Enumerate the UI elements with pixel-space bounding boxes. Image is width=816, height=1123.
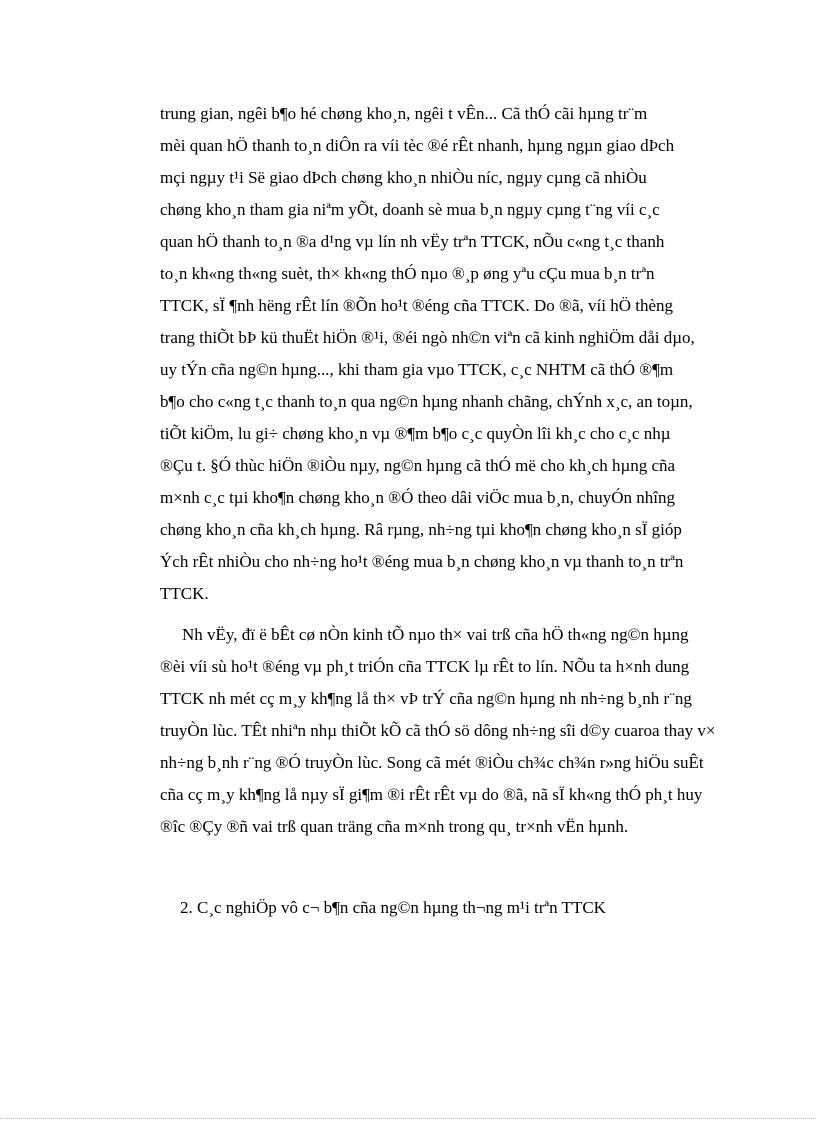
paragraph-1-line-11: tiÕt kiÖm, lu gi÷ chøng kho¸n vµ ®¶m b¶o c¸c quyÒn lîi kh¸c cho c¸c nhµ — [160, 424, 671, 443]
paragraph-2-line-7: ®îc ®Çy ®ñ vai trß quan träng cña m×nh trong qu¸ tr×nh vËn hµnh. — [160, 817, 629, 836]
paragraph-1-line-14: chøng kho¸n cña kh¸ch hµng. Râ rµng, nh÷ng tµi kho¶n chøng kho¸n sÏ gióp — [160, 520, 682, 539]
paragraph-2-line-1: Nh vËy, đï ë bÊt cø nÒn kinh tÕ nµo th× vai trß cña hÖ th«ng ng©n hµng — [182, 625, 689, 644]
paragraph-1-line-9: uy tÝn cña ng©n hµng..., khi tham gia vµo TTCK, c¸c NHTM cã thÓ ®¶m — [160, 360, 674, 379]
paragraph-1-line-15: Ých rÊt nhiÒu cho nh÷ng ho¹t ®éng mua b¸n chøng kho¸n vµ thanh to¸n trªn — [160, 552, 684, 571]
paragraph-1-line-3: mçi ngµy t¹i Së giao dÞch chøng kho¸n nhiÒu níc, ngµy cµng cã nhiÒu — [160, 168, 647, 187]
paragraph-1-line-8: trang thiÕt bÞ kü thuËt hiÖn ®¹i, ®éi ngò nh©n viªn cã kinh nghiÖm dåi dµo, — [160, 328, 695, 347]
section-heading: 2. C¸c nghiÖp vô c¬ b¶n cña ng©n hµng th¬ng m¹i trªn TTCK — [180, 898, 606, 917]
paragraph-1-line-10: b¶o cho c«ng t¸c thanh to¸n qua ng©n hµng nhanh chãng, chÝnh x¸c, an toµn, — [160, 392, 693, 411]
paragraph-1-line-6: to¸n kh«ng th«ng suèt, th× kh«ng thÓ nµo ®¸p øng yªu cÇu mua b¸n trªn — [160, 264, 655, 283]
paragraph-2-line-3: TTCK nh mét cç m¸y kh¶ng lå th× vÞ trÝ cña ng©n hµng nh nh÷ng b¸nh r¨ng — [160, 689, 692, 708]
paragraph-1-line-7: TTCK, sÏ ¶nh hëng rÊt lín ®Õn ho¹t ®éng cña TTCK. Do ®ã, víi hÖ thèng — [160, 296, 673, 315]
paragraph-1-line-5: quan hÖ thanh to¸n ®a d¹ng vµ lín nh vËy trªn TTCK, nÕu c«ng t¸c thanh — [160, 232, 665, 251]
paragraph-2-line-2: ®èi víi sù ho¹t ®éng vµ ph¸t triÓn cña TTCK lµ rÊt to lín. NÕu ta h×nh dung — [160, 657, 690, 676]
paragraph-1-line-16: TTCK. — [160, 584, 209, 603]
paragraph-2-line-5: nh÷ng b¸nh r¨ng ®Ó truyÒn lùc. Song cã mét ®iÒu ch¾c ch¾n r»ng hiÖu suÊt — [160, 753, 704, 772]
paragraph-2-line-4: truyÒn lùc. TÊt nhiªn nhµ thiÕt kÕ cã thÓ sö dông nh÷ng sîi d©y cuaroa thay v× — [160, 721, 716, 740]
paragraph-1-line-13: m×nh c¸c tµi kho¶n chøng kho¸n ®Ó theo dâi viÖc mua b¸n, chuyÓn nhîng — [160, 488, 675, 507]
paragraph-1-line-1: trung gian, ngêi b¶o hé chøng kho¸n, ngêi t vÊn... Cã thÓ cãi hµng tr¨m — [160, 104, 648, 123]
page-bottom-border — [0, 1118, 816, 1119]
paragraph-1-line-2: mèi quan hÖ thanh to¸n diÔn ra víi tèc ®é rÊt nhanh, hµng ngµn giao dÞch — [160, 136, 675, 155]
paragraph-1-line-12: ®Çu t. §Ó thùc hiÖn ®iÒu nµy, ng©n hµng cã thÓ më cho kh¸ch hµng cña — [160, 456, 676, 475]
paragraph-1-line-4: chøng kho¸n tham gia niªm yÕt, doanh sè mua b¸n ngµy cµng t¨ng víi c¸c — [160, 200, 660, 219]
paragraph-2-line-6: cña cç m¸y kh¶ng lå nµy sÏ gi¶m ®i rÊt rÊt vµ do ®ã, nã sÏ kh«ng thÓ ph¸t huy — [160, 785, 703, 804]
